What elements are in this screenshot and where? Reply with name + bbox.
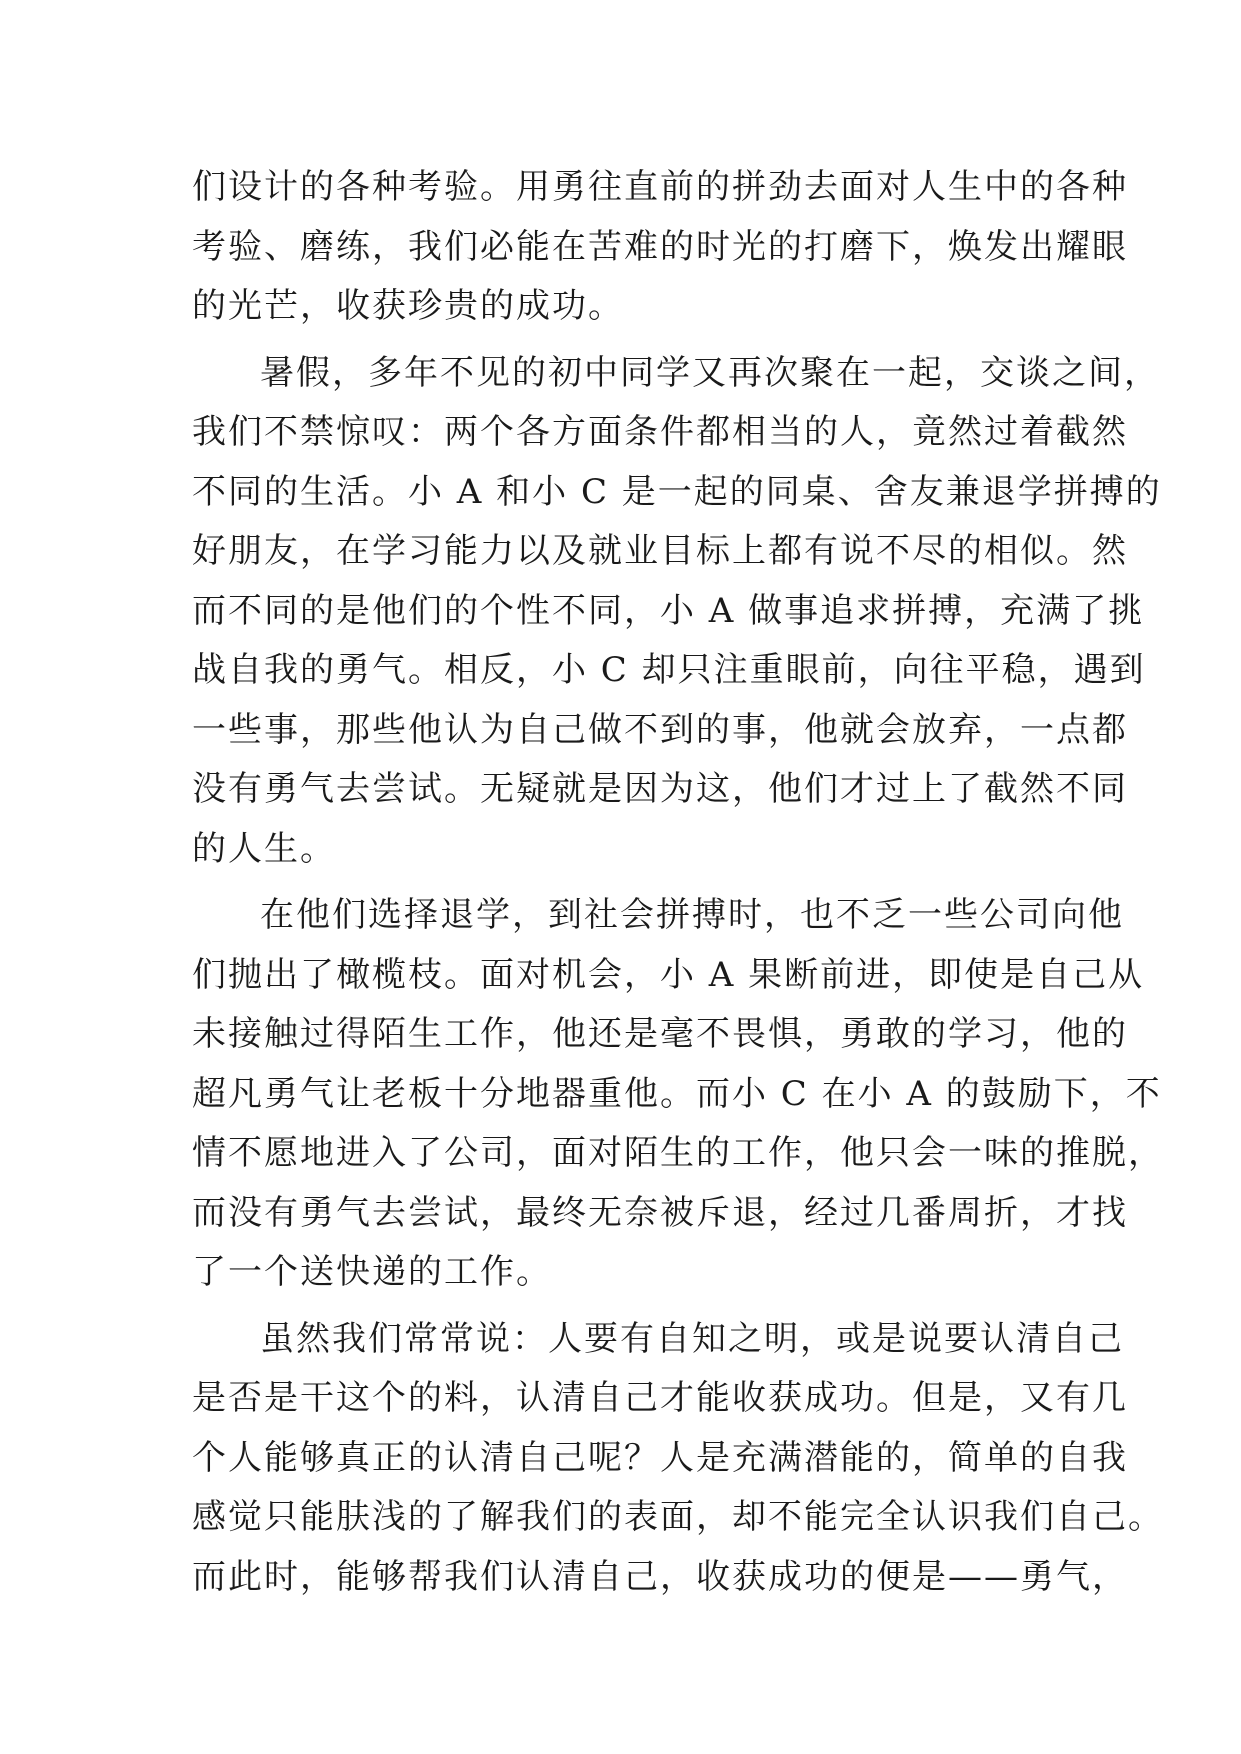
text-line: 考验、磨练，我们必能在苦难的时光的打磨下，焕发出耀眼 [192, 226, 1128, 267]
paragraph-4 [192, 1310, 1164, 1608]
paragraph-gap [192, 337, 1062, 344]
paragraph-gap [192, 1303, 1062, 1310]
paragraph-gap [192, 879, 1062, 886]
text-line: 感觉只能肤浅的了解我们的表面，却不能完全认识我们自己。 [192, 1497, 1164, 1537]
text-line: 超凡勇气让老板十分地器重他。而小 C 在小 A 的鼓励下，不 [192, 1073, 1162, 1114]
text-line: 而不同的是他们的个性不同，小 A 做事追求拼搏，充满了挑 [192, 590, 1145, 631]
text-line: 暑假，多年不见的初中同学又再次聚在一起，交谈之间， [260, 352, 1160, 393]
paragraph-3 [192, 886, 1164, 1303]
text-line: 好朋友，在学习能力以及就业目标上都有说不尽的相似。然 [192, 531, 1128, 571]
text-line: 的光芒，收获珍贵的成功。 [192, 286, 624, 326]
text-line: 情不愿地进入了公司，面对陌生的工作，他只会一味的推脱， [192, 1133, 1164, 1173]
text-line: 未接触过得陌生工作，他还是毫不畏惧，勇敢的学习，他的 [192, 1014, 1128, 1054]
text-line: 是否是干这个的料，认清自己才能收获成功。但是，又有几 [192, 1378, 1128, 1418]
text-line: 们设计的各种考验。用勇往直前的拼劲去面对人生中的各种 [192, 167, 1128, 207]
text-line: 没有勇气去尝试。无疑就是因为这，他们才过上了截然不同 [192, 769, 1128, 809]
text-line: 而此时，能够帮我们认清自己，收获成功的便是——勇气， [192, 1556, 1128, 1597]
text-line: 不同的生活。小 A 和小 C 是一起的同桌、舍友兼退学拼搏的 [192, 471, 1162, 512]
text-line: 虽然我们常常说：人要有自知之明，或是说要认清自己 [260, 1318, 1124, 1359]
text-line: 了一个送快递的工作。 [192, 1252, 552, 1292]
paragraph-2 [192, 344, 1162, 880]
text-line: 个人能够真正的认清自己呢？人是充满潜能的，简单的自我 [192, 1437, 1128, 1478]
text-line: 我们不禁惊叹：两个各方面条件都相当的人，竟然过着截然 [192, 412, 1128, 452]
text-line: 一些事，那些他认为自己做不到的事，他就会放弃，一点都 [192, 709, 1128, 750]
text-line: 们抛出了橄榄枝。面对机会，小 A 果断前进，即使是自己从 [192, 954, 1145, 995]
text-line: 在他们选择退学，到社会拼搏时，也不乏一些公司向他 [260, 895, 1124, 935]
text-line: 的人生。 [192, 828, 336, 869]
paragraph-1 [192, 158, 1128, 337]
document-body [192, 158, 1164, 1607]
text-line: 战自我的勇气。相反，小 C 却只注重眼前，向往平稳，遇到 [192, 650, 1146, 690]
text-line: 而没有勇气去尝试，最终无奈被斥退，经过几番周折，才找 [192, 1192, 1128, 1233]
